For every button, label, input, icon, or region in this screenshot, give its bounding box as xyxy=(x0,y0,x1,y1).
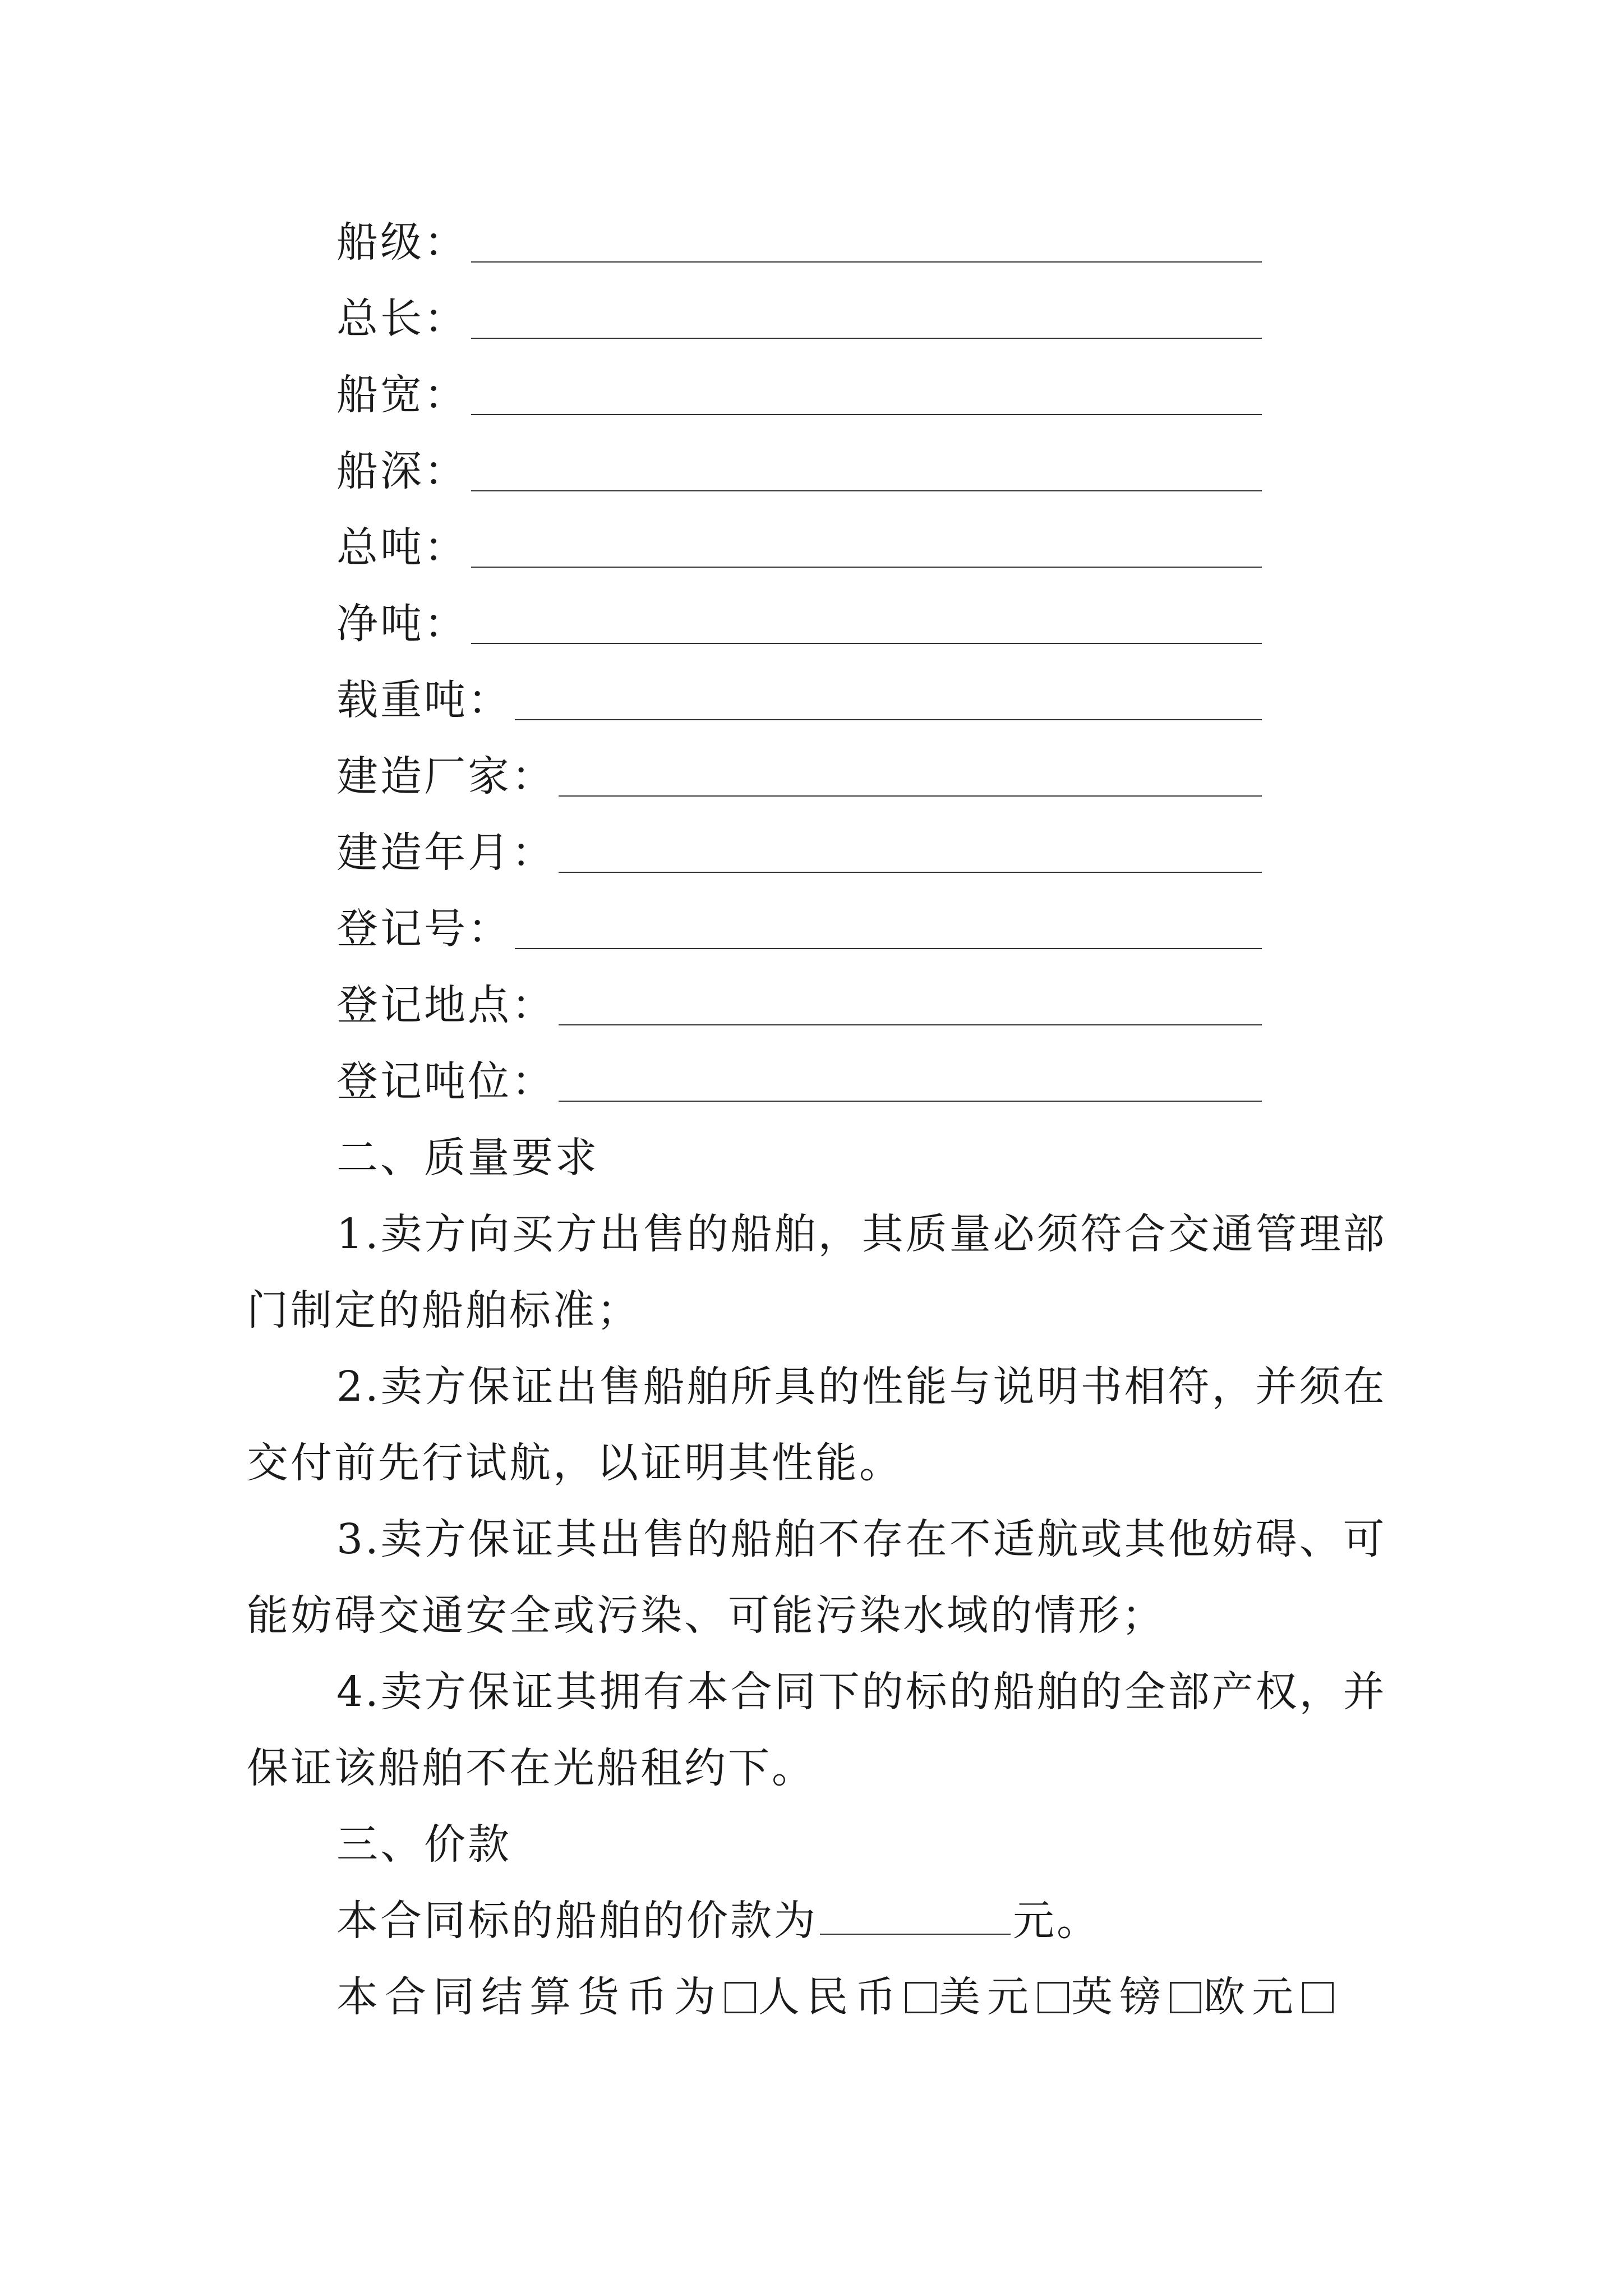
quality-item-2-line-2: 交付前先行试航，以证明其性能。 xyxy=(247,1439,903,1487)
field-registration-number xyxy=(336,901,1262,957)
section-heading-quality: 二、质量要求 xyxy=(336,1134,599,1182)
quality-item-4-line-1: 4.卖方保证其拥有本合同下的标的船舶的全部产权，并 xyxy=(336,1668,1387,1716)
field-blank-line[interactable] xyxy=(471,608,1262,644)
field-label: 建造厂家： xyxy=(336,752,555,800)
checkbox-gbp[interactable] xyxy=(1038,1982,1069,2013)
field-builder xyxy=(336,748,1262,804)
quality-item-3-line-2: 能妨碍交通安全或污染、可能污染水域的情形； xyxy=(247,1591,1165,1640)
field-gross-tonnage xyxy=(336,519,1262,576)
checkbox-usd[interactable] xyxy=(905,1982,937,2013)
field-blank-line[interactable] xyxy=(471,303,1262,339)
price-blank[interactable] xyxy=(820,1900,1011,1935)
section-heading-price: 三、价款 xyxy=(336,1820,511,1869)
field-label: 船级： xyxy=(336,218,468,266)
field-blank-line[interactable] xyxy=(515,684,1262,720)
field-registration-place xyxy=(336,977,1262,1033)
field-label: 船宽： xyxy=(336,371,468,419)
field-label: 净吨： xyxy=(336,600,468,648)
field-label: 登记地点： xyxy=(336,981,555,1029)
currency-option-eur: 欧元 xyxy=(1204,1973,1300,2021)
field-deadweight xyxy=(336,672,1262,728)
quality-item-2-line-1: 2.卖方保证出售船舶所具的性能与说明书相符，并须在 xyxy=(336,1363,1387,1411)
field-blank-line[interactable] xyxy=(559,1066,1262,1102)
checkbox-rmb[interactable] xyxy=(725,1982,756,2013)
field-registered-tonnage xyxy=(336,1053,1262,1110)
field-blank-line[interactable] xyxy=(471,532,1262,568)
field-label: 建造年月： xyxy=(336,829,555,877)
price-text-after: 元。 xyxy=(1013,1897,1100,1945)
field-blank-line[interactable] xyxy=(471,379,1262,415)
field-blank-line[interactable] xyxy=(559,761,1262,797)
field-net-tonnage xyxy=(336,596,1262,652)
field-label: 登记号： xyxy=(336,905,511,953)
quality-item-4-line-2: 保证该船舶不在光船租约下。 xyxy=(247,1744,815,1792)
quality-item-1-line-1: 1.卖方向买方出售的船舶，其质量必须符合交通管理部 xyxy=(336,1210,1387,1258)
checkbox-eur[interactable] xyxy=(1170,1982,1201,2013)
currency-option-gbp: 英镑 xyxy=(1071,1973,1168,2021)
field-label: 总长： xyxy=(336,295,468,343)
field-blank-line[interactable] xyxy=(559,990,1262,1025)
field-blank-line[interactable] xyxy=(559,837,1262,873)
quality-item-1-line-2: 门制定的船舶标准； xyxy=(247,1286,640,1335)
field-blank-line[interactable] xyxy=(471,227,1262,263)
field-blank-line[interactable] xyxy=(515,913,1262,949)
field-ship-class xyxy=(336,214,1262,270)
price-text-before: 本合同标的船舶的价款为 xyxy=(336,1897,818,1945)
field-depth xyxy=(336,443,1262,499)
currency-option-rmb: 人民币 xyxy=(758,1973,903,2021)
field-label: 载重吨： xyxy=(336,676,511,724)
field-label: 总吨： xyxy=(336,523,468,572)
field-label: 登记吨位： xyxy=(336,1057,555,1106)
currency-option-usd: 美元 xyxy=(939,1973,1035,2021)
checkbox-other[interactable] xyxy=(1302,1982,1334,2013)
currency-intro: 本合同结算货币为 xyxy=(336,1973,722,2021)
field-beam xyxy=(336,367,1262,423)
currency-line xyxy=(336,1969,1475,2025)
field-label: 船深： xyxy=(336,447,468,495)
field-build-date xyxy=(336,825,1262,881)
field-total-length xyxy=(336,291,1262,347)
quality-item-3-line-1: 3.卖方保证其出售的船舶不存在不适航或其他妨碍、可 xyxy=(336,1515,1387,1563)
price-line xyxy=(336,1893,1475,1949)
field-blank-line[interactable] xyxy=(471,455,1262,491)
